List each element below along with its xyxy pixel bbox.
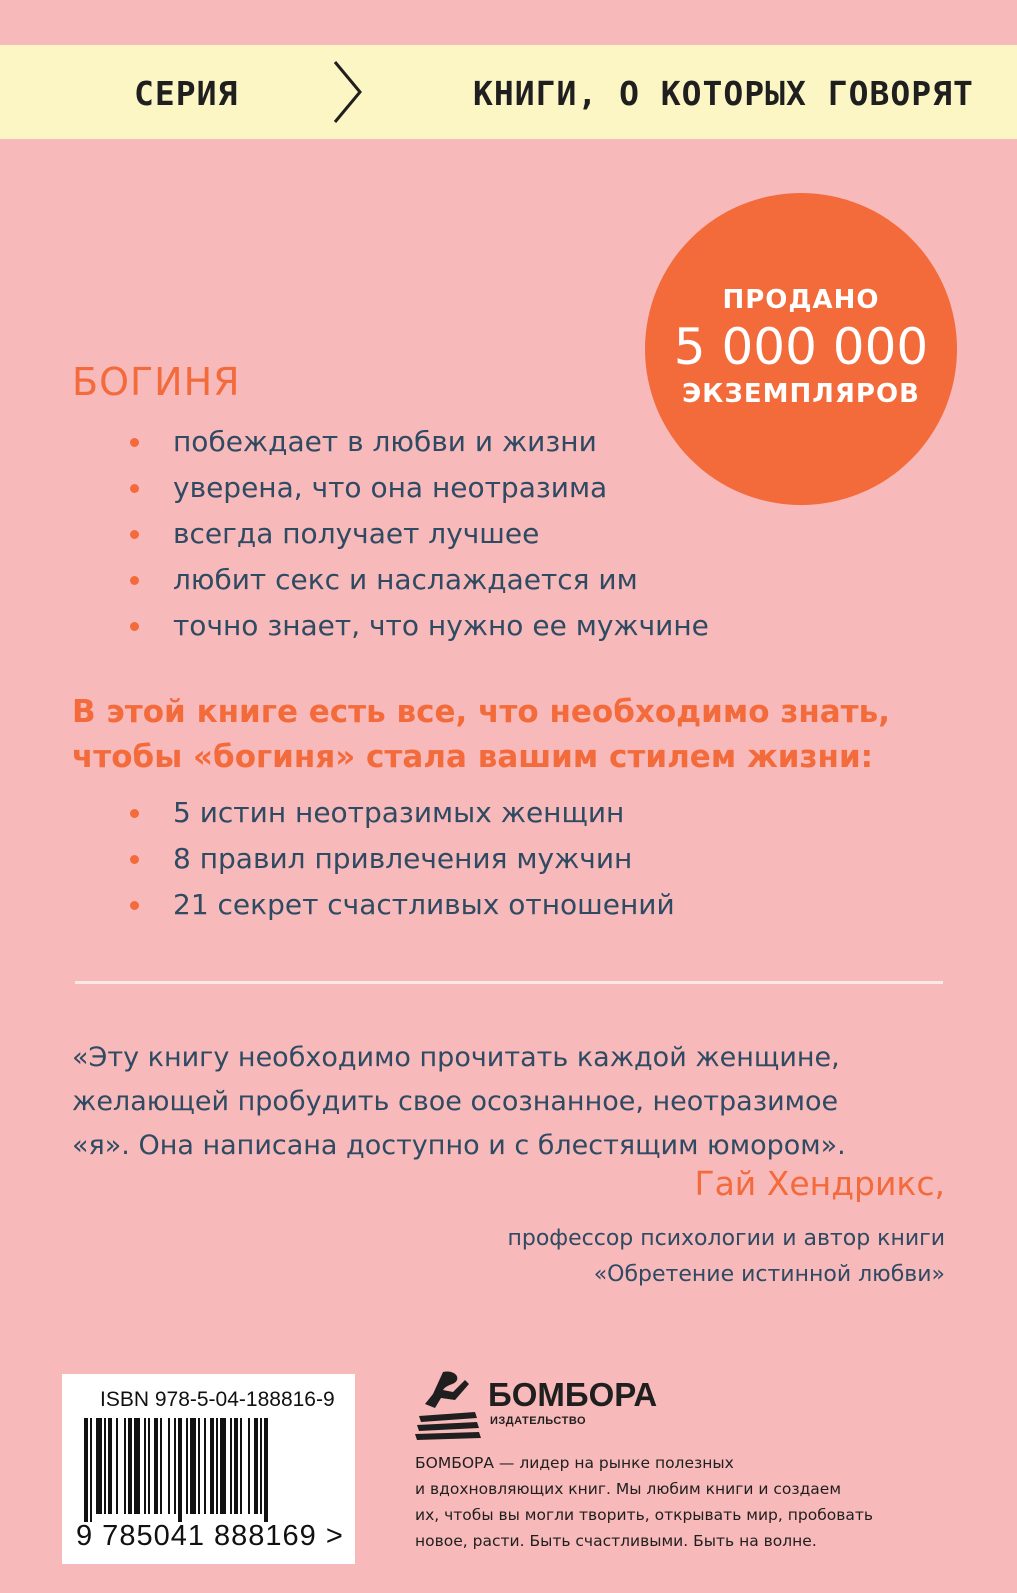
series-band (0, 45, 1017, 139)
series-name: КНИГИ, О КОТОРЫХ ГОВОРЯТ (473, 74, 974, 113)
list-item: всегда получает лучшее (130, 511, 709, 557)
chevron-right-icon (332, 59, 364, 125)
promo-heading (72, 690, 952, 780)
promo-line: В этой книге есть все, что необходимо знать, (72, 694, 891, 730)
bullet-icon (130, 901, 139, 910)
series-label: СЕРИЯ (134, 74, 239, 113)
quote-line: «я». Она написана доступно и с блестящим юмором». (72, 1130, 846, 1161)
barcode-digits: 9 785041 888169 > (76, 1520, 344, 1552)
quote-line: «Эту книгу необходимо прочитать каждой женщине, (72, 1042, 840, 1073)
badge-number: 5 000 000 (673, 318, 929, 376)
list-item: точно знает, что нужно ее мужчине (130, 603, 709, 649)
review-quote (72, 1036, 962, 1168)
goddess-title: БОГИНЯ (72, 360, 241, 404)
quote-author: Гай Хендрикс, (694, 1164, 945, 1203)
bullet-icon (130, 622, 139, 631)
barcode-icon (84, 1418, 334, 1522)
bullet-icon (130, 809, 139, 818)
list-item: 21 секрет счастливых отношений (130, 882, 675, 928)
promo-list (130, 790, 675, 928)
goddess-list (130, 419, 709, 649)
publisher-subtitle: ИЗДАТЕЛЬСТВО (490, 1415, 587, 1427)
badge-bottom-text: ЭКЗЕМПЛЯРОВ (682, 379, 920, 409)
list-item: любит секс и наслаждается им (130, 557, 709, 603)
bullet-icon (130, 484, 139, 493)
bullet-icon (130, 576, 139, 585)
divider (75, 981, 943, 984)
bullet-icon (130, 530, 139, 539)
barcode-box (62, 1374, 355, 1564)
badge-top-text: ПРОДАНО (722, 285, 880, 315)
bullet-icon (130, 438, 139, 447)
list-item: 8 правил привлечения мужчин (130, 836, 675, 882)
quote-line: желающей пробудить свое осознанное, неотразимое (72, 1086, 839, 1117)
list-item: побеждает в любви и жизни (130, 419, 709, 465)
list-item: уверена, что она неотразима (130, 465, 709, 511)
publisher-description: БОМБОРА — лидер на рынке полезных и вдохновляющих книг. Мы любим книги и создаем их, чтобы вы могли творить, открывать мир, пробовать новое, расти. Быть счастливыми. Быть на волне. (415, 1454, 874, 1550)
bombora-logo-icon (413, 1368, 483, 1440)
list-item: 5 истин неотразимых женщин (130, 790, 675, 836)
publisher-name: БОМБОРА (488, 1376, 658, 1413)
author-description: профессор психологии и автор книги «Обретение истинной любви» (507, 1226, 945, 1287)
promo-line: чтобы «богиня» стала вашим стилем жизни: (72, 739, 874, 775)
isbn-text: ISBN 978-5-04-188816-9 (100, 1388, 335, 1411)
bullet-icon (130, 855, 139, 864)
